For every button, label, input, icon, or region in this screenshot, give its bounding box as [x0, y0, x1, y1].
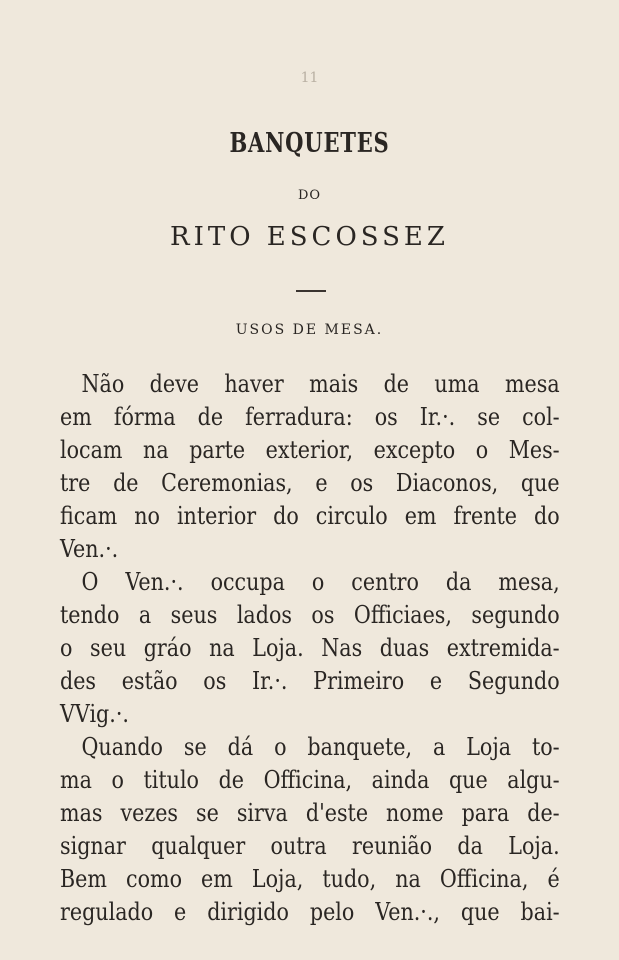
text-line: Não deve haver mais de uma mesa	[81, 370, 560, 398]
text-line: VVig.·.	[60, 700, 129, 728]
text-line: Ven.·.	[60, 535, 119, 563]
text-line: des estão os Ir.·. Primeiro e Segundo	[60, 667, 560, 695]
divider	[296, 290, 326, 292]
body-text	[60, 368, 560, 929]
text-line: regulado e dirigido pelo Ven.·., que bai-	[60, 898, 560, 926]
text-line: Bem como em Loja, tudo, na Officina, é	[60, 865, 560, 893]
text-line: tre de Ceremonias, e os Diaconos, que	[60, 469, 560, 497]
text-line: locam na parte exterior, excepto o Mes-	[60, 436, 560, 464]
title-connector: DO	[297, 188, 322, 203]
rite-heading: RITO ESCOSSEZ	[170, 222, 449, 252]
text-line: O Ven.·. occupa o centro da mesa,	[81, 568, 560, 596]
text-line: signar qualquer outra reunião da Loja.	[60, 832, 560, 860]
text-line: ficam no interior do circulo em frente do	[60, 502, 560, 530]
page-number: 11	[300, 70, 319, 86]
text-line: Quando se dá o banquete, a Loja to-	[81, 733, 560, 761]
section-subheading: USOS DE MESA.	[235, 322, 384, 338]
text-line: tendo a seus lados os Officiaes, segundo	[60, 601, 560, 629]
page-title: BANQUETES	[229, 128, 390, 159]
text-line: em fórma de ferradura: os Ir.·. se col-	[60, 403, 560, 431]
text-line: mas vezes se sirva d'este nome para de-	[60, 799, 560, 827]
text-line: ma o titulo de Officina, ainda que algu-	[60, 766, 560, 794]
text-line: o seu gráo na Loja. Nas duas extremida-	[60, 634, 560, 662]
